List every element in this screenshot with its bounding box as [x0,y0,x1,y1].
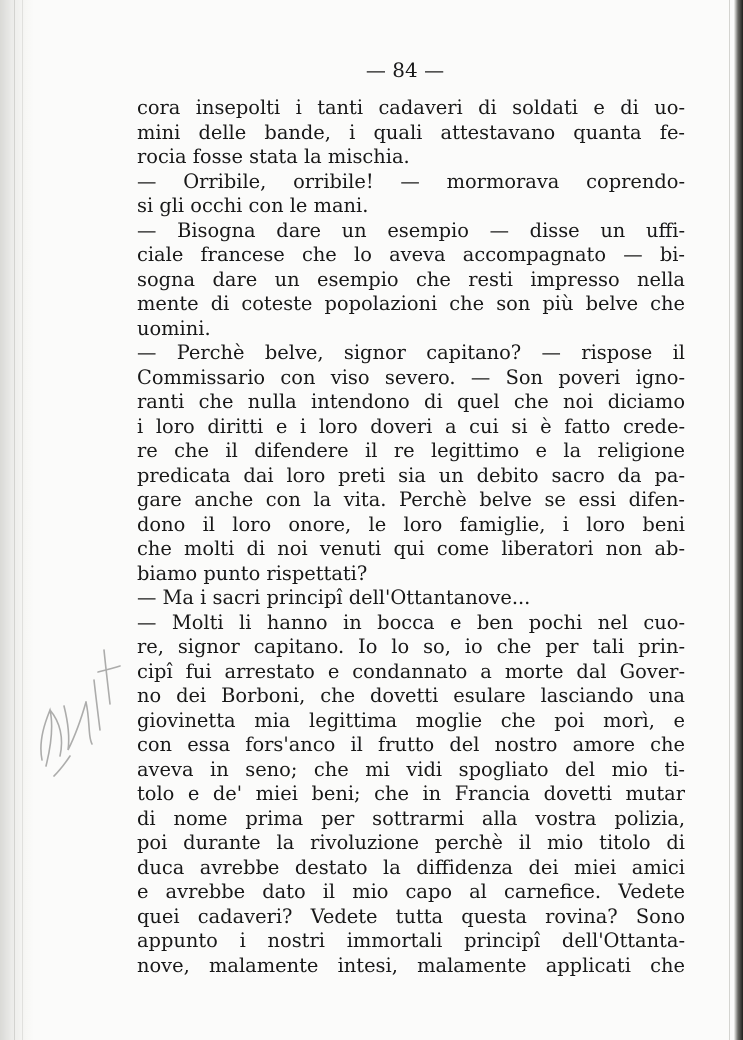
text-line: biamo punto rispettati? [137,561,368,585]
page-right-edge [734,0,743,1040]
text-line: con essa fors'anco il frutto del nostro amore che [137,733,685,756]
text-line: di nome prima per sottrarmi alla vostra polizia, [137,806,685,830]
text-line: e avrebbe dato il mio capo al carnefice. Vedete [137,880,685,903]
text-line: duca avrebbe destato la diffidenza dei miei amici [137,855,685,879]
page-right-edge-line [729,0,730,1040]
text-line: che molti di noi venuti qui come liberatori non ab- [137,537,685,560]
text-line: mini delle bande, i quali attestavano quanta fe- [137,120,685,144]
body-text [137,96,685,978]
page-number: — 84 — [365,58,445,82]
text-line: si gli occhi con le mani. [137,194,369,217]
text-line: quei cadaveri? Vedete tutta questa rovina? Sono [137,904,685,928]
text-line: — Bisogna dare un esempio — disse un uffi- [137,218,685,242]
text-line: cipî fui arrestato e condannato a morte dal Gover- [137,659,685,683]
text-line: — Ma i sacri principî dell'Ottantanove... [137,586,531,609]
text-line: nove, malamente intesi, malamente applicati che [137,953,685,977]
binding-shadow [0,0,34,1040]
text-line: sogna dare un esempio che resti impresso nella [137,267,685,291]
pencil-annotation [20,610,130,810]
text-line: Commissario con viso severo. — Son poveri igno- [137,365,685,389]
text-line: predicata dai loro preti sia un debito sacro da pa- [137,463,685,487]
text-line: no dei Borboni, che dovetti esulare lasciando una [137,684,685,707]
text-line: giovinetta mia legittima moglie che poi morì, e [137,708,685,732]
text-line: appunto i nostri immortali principî dell'Ottanta- [137,929,685,952]
text-line: dono il loro onore, le loro famiglie, i loro beni [137,512,685,536]
text-line: — Orribile, orribile! — mormorava coprendo- [137,169,685,193]
text-line: ciale francese che lo aveva accompagnato — bi- [137,243,685,266]
text-line: rocia fosse stata la mischia. [137,145,410,168]
text-line: gare anche con la vita. Perchè belve se essi difen- [137,488,685,511]
binding-crease-secondary [22,0,23,1040]
text-line: mente di coteste popolazioni che son più belve che [137,292,685,315]
text-line: re, signor capitano. Io lo so, io che per tali prin- [137,635,685,658]
text-line: poi durante la rivoluzione perchè il mio titolo di [137,831,685,854]
text-line: — Molti li hanno in bocca e ben pochi nel cuo- [137,610,685,634]
text-line: uomini. [137,316,211,340]
text-line: i loro diritti e i loro doveri a cui si è fatto crede- [137,414,685,438]
text-line: aveva in seno; che mi vidi spogliato del mio ti- [137,757,685,781]
binding-crease [14,0,15,1040]
text-line: cora insepolti i tanti cadaveri di soldati e di uo- [137,96,685,119]
text-line: ranti che nulla intendono di quel che noi diciamo [137,390,685,413]
text-line: — Perchè belve, signor capitano? — rispose il [137,341,685,364]
text-line: re che il difendere il re legittimo e la religione [137,439,685,462]
text-line: tolo e de' miei beni; che in Francia dovetti mutar [137,782,685,805]
